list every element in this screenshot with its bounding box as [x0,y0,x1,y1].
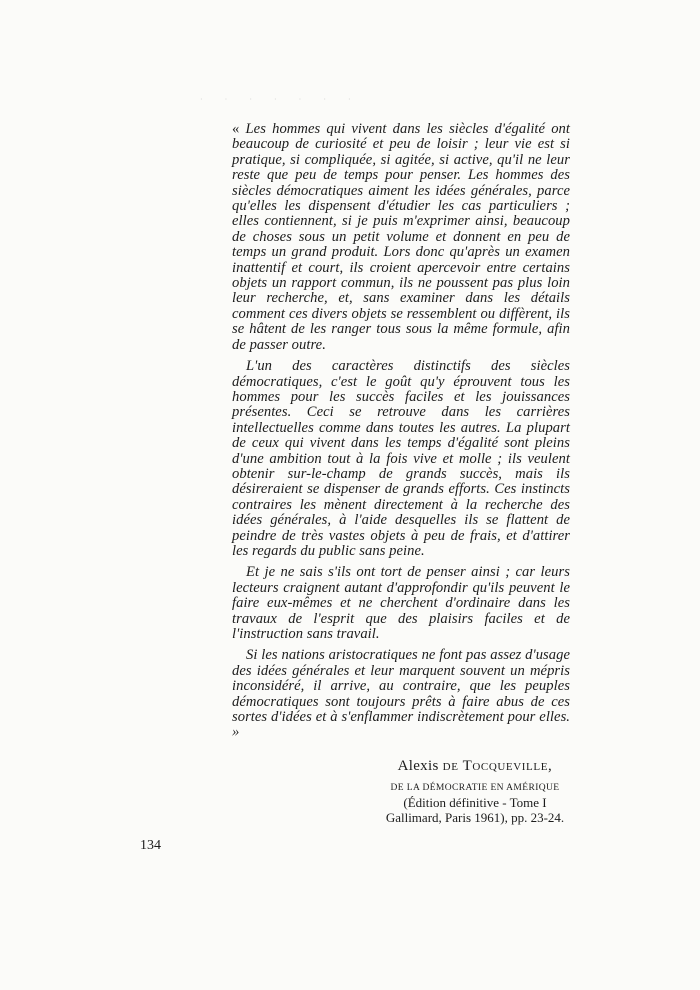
quote-paragraph-3: Et je ne sais s'ils ont tort de penser ainsi ; car leurs lecteurs craignent autant d'approfondir qu'ils peuvent le faire eux-mêmes et ne cherchent d'ordinaire dans les travaux de l'esprit que des plaisirs faciles et de l'instruction sans travail. [232,564,570,642]
quote-paragraph-4: Si les nations aristocratiques ne font pas assez d'usage des idées générales et leur marquent souvent un mépris inconsidéré, il arrive, au contraire, que les peuples démocratiques sont toujours prêts à faire abus de ces sortes d'idées et à s'enflammer indiscrètement pour elles. » [232,647,570,741]
print-specks: · · · · · · · [200,95,361,104]
edition-line-2: Gallimard, Paris 1961), pp. 23-24. [385,810,565,825]
author-last-name: de Tocqueville, [442,758,553,774]
edition-line-1: (Édition définitive - Tome I [403,795,547,810]
page-number: 134 [140,838,161,853]
quote-paragraph-2: L'un des caractères distinctifs des siècles démocratiques, c'est le goût qu'y éprouvent tous les hommes pour les succès faciles et les jouissances présentes. Ceci se retrouve dans les carrières intellectuelles comme dans toutes les autres. La plupart de ceux qui vivent dans les temps d'égalité sont pleins d'une ambition tout à la fois vive et molle ; ils veulent obtenir sur-le-champ de grands succès, mais ils désireraient se dispenser de grands efforts. Ces instincts contraires les mènent directement à la recherche des idées générales, à l'aide desquelles ils se flattent de peindre de très vastes objets à peu de frais, et d'attirer les regards du public sans peine. [232,358,570,559]
quotation-block [232,122,570,747]
work-title: DE LA DÉMOCRATIE EN AMÉRIQUE [390,783,560,793]
author-first-name: Alexis [397,758,439,774]
attribution-block [370,758,580,825]
author-name [370,758,580,775]
quote-paragraph-1: « Les hommes qui vivent dans les siècles d'égalité ont beaucoup de curiosité et peu de loisir ; leur vie est si pratique, si compliquée, si agitée, si active, qu'il ne leur reste que peu de temps pour penser. Les hommes des siècles démocratiques aiment les idées générales, parce qu'elles les dispensent d'étudier les cas particuliers ; elles contiennent, si je puis m'exprimer ainsi, beaucoup de choses sous un petit volume et donnent en peu de temps un grand produit. Lors donc qu'après un examen inattentif et court, ils croient apercevoir entre certains objets un rapport commun, ils ne poussent pas plus loin leur recherche, et, sans examiner dans les détails comment ces divers objets se ressemblent ou diffèrent, ils se hâtent de les ranger tous sous la même formule, afin de passer outre. [232,122,570,353]
